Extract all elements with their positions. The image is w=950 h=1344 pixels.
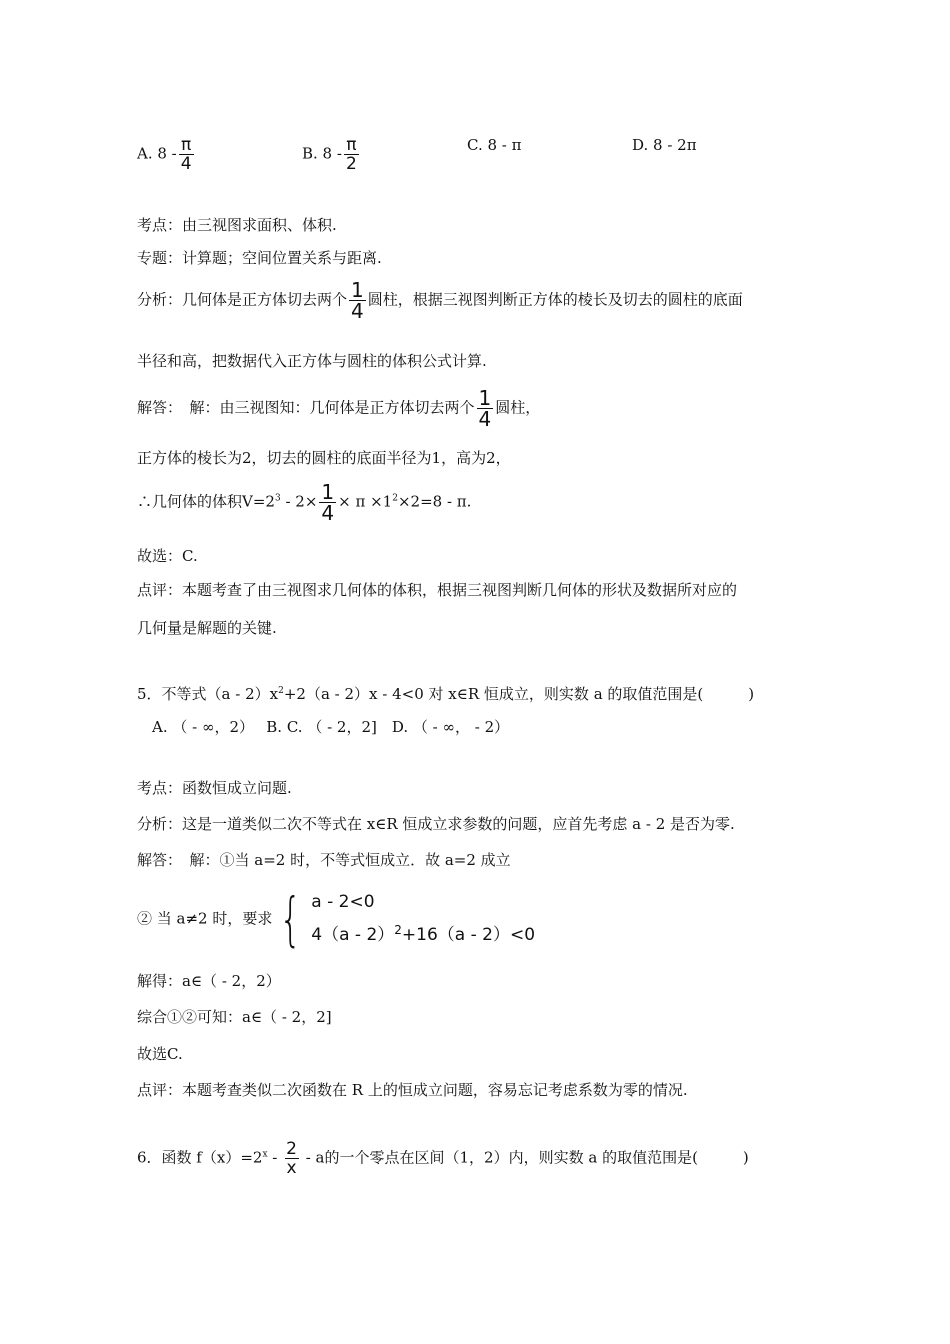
q5-stem-text-a: 5．不等式（a - 2）x (137, 685, 279, 703)
one-quarter-fraction (477, 388, 494, 429)
fraction-numerator: 1 (351, 278, 364, 302)
option-a-prefix: A. 8 - (137, 144, 177, 163)
fraction-denominator: 4 (478, 407, 492, 431)
option-b (302, 136, 361, 173)
system-row-2-b: +16（a - 2）<0 (401, 925, 536, 945)
volume-text-c: × π ×1 (338, 492, 393, 511)
q5-case2-line (137, 884, 536, 953)
q5-zonghe: 综合①②可知：a∈（ - 2，2] (137, 1008, 332, 1026)
q5-jiede: 解得：a∈（ - 2，2） (137, 972, 281, 990)
q4-dianping-line2: 几何量是解题的关键. (137, 619, 277, 637)
q4-fenxi-line2: 半径和高，把数据代入正方体与圆柱的体积公式计算. (137, 352, 487, 370)
system-row-2-exponent: 2 (394, 923, 402, 937)
fraction-denominator: 4 (351, 299, 364, 323)
option-a (137, 136, 196, 173)
q5-case2-text: ② 当 a≠2 时，要求 (137, 909, 273, 928)
system-row-2-a: 4（a - 2） (311, 925, 395, 945)
q4-dianping-line1: 点评：本题考查了由三视图求几何体的体积，根据三视图判断几何体的形状及数据所对应的 (137, 581, 738, 599)
q4-zhuanti: 专题：计算题；空间位置关系与距离. (137, 249, 382, 267)
q4-fenxi-text-b: 圆柱，根据三视图判断正方体的棱长及切去的圆柱的底面 (367, 290, 743, 309)
option-b-fraction (344, 136, 359, 173)
q6-stem (137, 1140, 749, 1177)
q5-options: A. （ - ∞，2） B. C. （ - 2，2] D. （ - ∞， - 2） (152, 718, 510, 736)
fraction-numerator: 1 (321, 480, 335, 504)
left-brace: { (279, 884, 302, 953)
volume-exponent-2: 2 (392, 493, 398, 504)
q6-stem-exponent: x (262, 1149, 268, 1160)
option-a-denominator: 4 (180, 154, 192, 174)
q4-fenxi-text-a: 分析：几何体是正方体切去两个 (137, 290, 348, 309)
option-c: C. 8 - π (467, 136, 522, 154)
q5-stem (137, 680, 754, 705)
volume-text-b: - 2× (280, 492, 318, 511)
q4-jieda-text-a: 解答： 解：由三视图知：几何体是正方体切去两个 (137, 398, 475, 417)
q6-fraction-numerator: 2 (286, 1139, 297, 1159)
volume-exponent-1: 3 (274, 493, 281, 504)
q6-stem-text-c: - a的一个零点在区间（1，2）内，则实数 a 的取值范围是( ) (300, 1148, 749, 1167)
option-d: D. 8 - 2π (632, 136, 697, 154)
q5-answer: 故选C. (137, 1045, 183, 1063)
fraction-denominator: 4 (321, 501, 335, 525)
q4-cube-line: 正方体的棱长为2，切去的圆柱的底面半径为1，高为2， (137, 449, 511, 467)
q4-fenxi-line1 (137, 280, 743, 321)
option-a-fraction (179, 136, 194, 173)
one-quarter-fraction (349, 280, 366, 321)
q5-jieda: 解答： 解：①当 a=2 时，不等式恒成立．故 a=2 成立 (137, 851, 511, 869)
q6-stem-text-a: 6．函数 f（x）=2 (137, 1148, 263, 1167)
q5-fenxi: 分析：这是一道类似二次不等式在 x∈R 恒成立求参数的问题，应首先考虑 a - 2 是否为零. (137, 815, 735, 833)
fraction-numerator: 1 (478, 386, 492, 410)
q4-answer: 故选：C. (137, 547, 198, 565)
volume-text-a: ∴几何体的体积V=2 (137, 492, 275, 511)
one-quarter-fraction (319, 482, 336, 523)
q4-jieda-text-b: 圆柱， (495, 398, 541, 417)
option-a-numerator: π (181, 135, 192, 155)
system-rows (311, 888, 535, 949)
system-row-2 (311, 916, 535, 949)
volume-text-d: ×2=8 - π. (397, 492, 472, 511)
q4-kaodian: 考点：由三视图求面积、体积. (137, 216, 337, 234)
q5-dianping: 点评：本题考查类似二次函数在 R 上的恒成立问题，容易忘记考虑系数为零的情况. (137, 1081, 688, 1099)
q6-fraction-denominator: x (286, 1158, 297, 1178)
two-over-x-fraction (284, 1140, 299, 1177)
q5-kaodian: 考点：函数恒成立问题. (137, 779, 292, 797)
option-b-numerator: π (346, 135, 357, 155)
q6-stem-text-b: - (267, 1148, 283, 1167)
system-row-1: a - 2<0 (311, 892, 375, 912)
q5-stem-text-b: +2（a - 2）x - 4<0 对 x∈R 恒成立，则实数 a 的取值范围是( ) (283, 685, 755, 703)
q4-jieda-line (137, 388, 540, 429)
option-b-denominator: 2 (345, 154, 357, 174)
q4-volume-line (137, 482, 471, 523)
option-b-prefix: B. 8 - (302, 144, 342, 163)
inequality-system (272, 884, 536, 953)
q5-stem-exponent: 2 (278, 686, 284, 696)
